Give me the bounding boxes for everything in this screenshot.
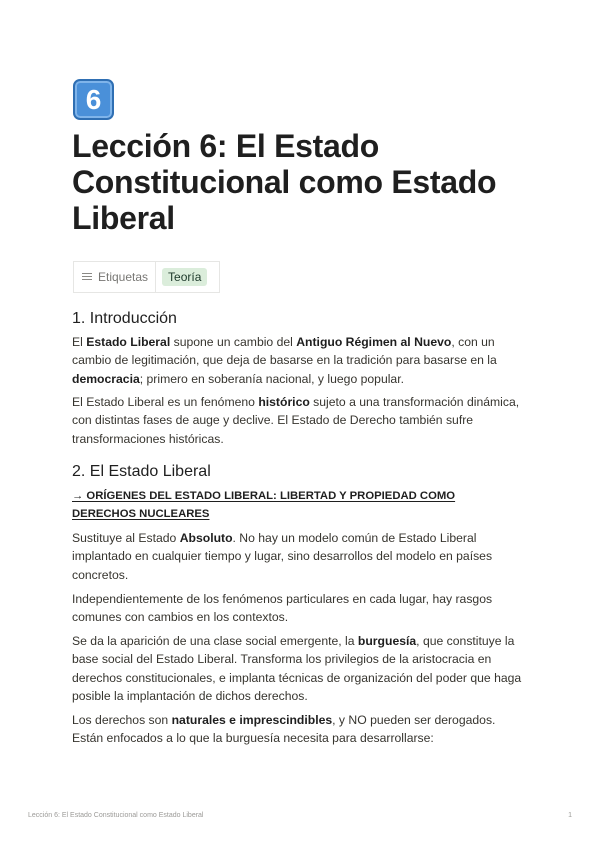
footer-page-number: 1 [568, 812, 572, 819]
text-run: , y NO pueden ser derogados. Están enfocados a lo que la burguesía necesita para desarrollarse: [72, 713, 496, 746]
text-run: . No hay un modelo común de Estado Liberal implantado en cualquier tiempo y lugar, sino desarrollos del modelo en países concretos. [72, 531, 493, 582]
bold-text: histórico [258, 395, 310, 409]
bold-text: Antiguo Régimen al Nuevo [296, 335, 452, 349]
section-heading-introduccion: 1. Introducción [72, 310, 177, 327]
bold-text: burguesía [357, 634, 417, 648]
bold-text: democracia [72, 371, 140, 386]
text-run: Independientemente de los fenómenos particulares en cada lugar, hay rasgos comunes con cambios en los contextos. [72, 592, 493, 625]
text-run: El [72, 335, 87, 349]
properties-table [73, 261, 220, 293]
property-value[interactable] [156, 262, 219, 292]
paragraph-intro-1 [72, 333, 528, 388]
page-title: Lección 6: El Estado Constitucional como Estado Liberal [72, 128, 497, 236]
text-run: Los derechos son [72, 713, 172, 727]
text-run: El Estado Liberal es un fenómeno [72, 395, 259, 409]
section-heading-estado-liberal: 2. El Estado Liberal [72, 463, 211, 480]
property-key [74, 262, 156, 292]
text-run: Se da la aparición de una clase social emergente, la [72, 634, 358, 648]
list-icon [82, 273, 92, 281]
paragraph-independientemente [72, 590, 528, 627]
paragraph-derechos [72, 711, 528, 748]
bold-text: Estado Liberal [86, 335, 171, 349]
paragraph-burguesia [72, 632, 528, 705]
text-run: Sustituye al Estado [72, 531, 180, 545]
property-key-label: Etiquetas [98, 270, 149, 284]
bold-text: naturales e imprescindibles [171, 713, 333, 727]
bold-text: Absoluto [179, 531, 233, 545]
paragraph-intro-2 [72, 393, 528, 448]
tag-badge[interactable]: Teoría [162, 268, 207, 286]
text-run: , que constituye la base social del Estado Liberal. Transforma los privilegios de la aristocracia en derechos constitucionales, e implanta técnicas de organización del poder que haga posible la implantación de dichos derechos. [72, 634, 522, 703]
footer-title: Lección 6: El Estado Constitucional como Estado Liberal [28, 812, 204, 819]
page-emoji-icon: 6 [73, 79, 114, 120]
text-run: supone un cambio del [170, 335, 297, 349]
subheading-origenes: → ORÍGENES DEL ESTADO LIBERAL: LIBERTAD Y PROPIEDAD COMO DERECHOS NUCLEARES [72, 490, 456, 520]
text-run: sujeto a una transformación dinámica, con distintas fases de auge y declive. El Estado de Derecho también sufre transformaciones históricas. [72, 395, 520, 446]
text-run: , con un cambio de legitimación, que deja de basarse en la tradición para basarse en la [72, 335, 497, 368]
text-run: ; primero en soberanía nacional, y luego popular. [139, 371, 404, 386]
paragraph-sustituye [72, 529, 528, 584]
